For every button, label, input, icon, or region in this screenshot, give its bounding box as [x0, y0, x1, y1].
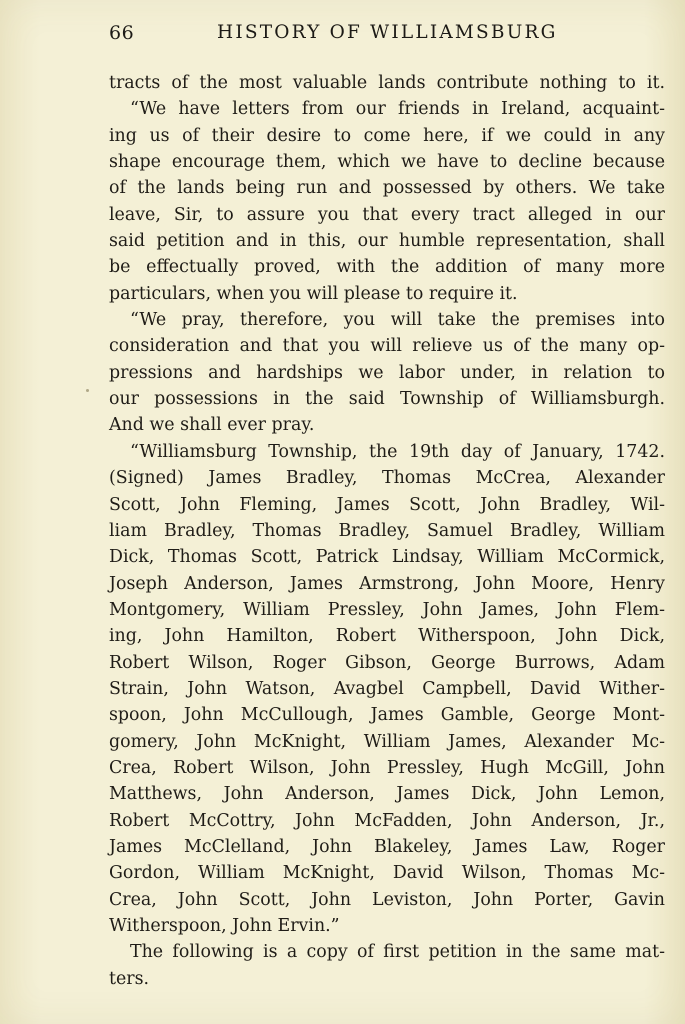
text-line: The following is a copy of first petition in the same mat-	[130, 942, 665, 963]
text-line: our possessions in the said Township of Williamsburgh.	[109, 389, 665, 410]
running-title: HISTORY OF WILLIAMSBURG	[217, 22, 558, 43]
text-line: pressions and hardships we labor under, in relation to	[109, 362, 665, 383]
text-line: ing us of their desire to come here, if we could in any	[109, 125, 665, 146]
text-line: “We have letters from our friends in Ireland, acquaint-	[130, 99, 665, 120]
text-line: Montgomery, William Pressley, John James, John Flem-	[109, 599, 665, 620]
text-line: ters.	[109, 968, 150, 989]
page-header	[109, 22, 665, 50]
text-line: Robert Wilson, Roger Gibson, George Burrows, Adam	[109, 652, 665, 673]
text-line: (Signed) James Bradley, Thomas McCrea, Alexander	[109, 468, 665, 489]
text-line: of the lands being run and possessed by others. We take	[109, 178, 665, 199]
text-line: liam Bradley, Thomas Bradley, Samuel Bradley, William	[109, 520, 665, 541]
text-line: spoon, John McCullough, James Gamble, George Mont-	[109, 705, 665, 726]
margin-speck	[86, 389, 89, 392]
text-line: “We pray, therefore, you will take the premises into	[130, 310, 665, 331]
text-line: “Williamsburg Township, the 19th day of January, 1742.	[130, 441, 665, 462]
text-line: Gordon, William McKnight, David Wilson, Thomas Mc-	[109, 863, 665, 884]
text-line: tracts of the most valuable lands contribute nothing to it.	[109, 73, 665, 93]
text-line: gomery, John McKnight, William James, Alexander Mc-	[109, 731, 665, 752]
text-line: Joseph Anderson, James Armstrong, John Moore, Henry	[109, 573, 665, 594]
text-line: Strain, John Watson, Avagbel Campbell, David Wither-	[109, 678, 665, 699]
text-line: Dick, Thomas Scott, Patrick Lindsay, William McCormick,	[109, 547, 665, 568]
page-number: 66	[109, 22, 135, 44]
text-line: leave, Sir, to assure you that every tract alleged in our	[109, 204, 665, 225]
page-body	[109, 70, 665, 992]
text-line: Robert McCottry, John McFadden, John Anderson, Jr.,	[109, 810, 665, 831]
text-line: consideration and that you will relieve us of the many op-	[109, 336, 665, 357]
text-line: be effectually proved, with the addition of many more	[109, 257, 665, 278]
text-line: Scott, John Fleming, James Scott, John Bradley, Wil-	[109, 494, 665, 515]
text-line: Matthews, John Anderson, James Dick, John Lemon,	[109, 784, 665, 805]
text-line: James McClelland, John Blakeley, James Law, Roger	[109, 836, 665, 857]
text-line: Crea, Robert Wilson, John Pressley, Hugh McGill, John	[109, 757, 665, 778]
text-line: shape encourage them, which we have to decline because	[109, 152, 665, 173]
text-line: said petition and in this, our humble representation, shall	[109, 231, 665, 252]
text-line: Crea, John Scott, John Leviston, John Porter, Gavin	[109, 889, 665, 910]
text-line: And we shall ever pray.	[109, 415, 315, 436]
text-line: Witherspoon, John Ervin.”	[109, 916, 340, 936]
text-line: ing, John Hamilton, Robert Witherspoon, John Dick,	[109, 626, 665, 647]
text-line: particulars, when you will please to require it.	[109, 283, 518, 304]
